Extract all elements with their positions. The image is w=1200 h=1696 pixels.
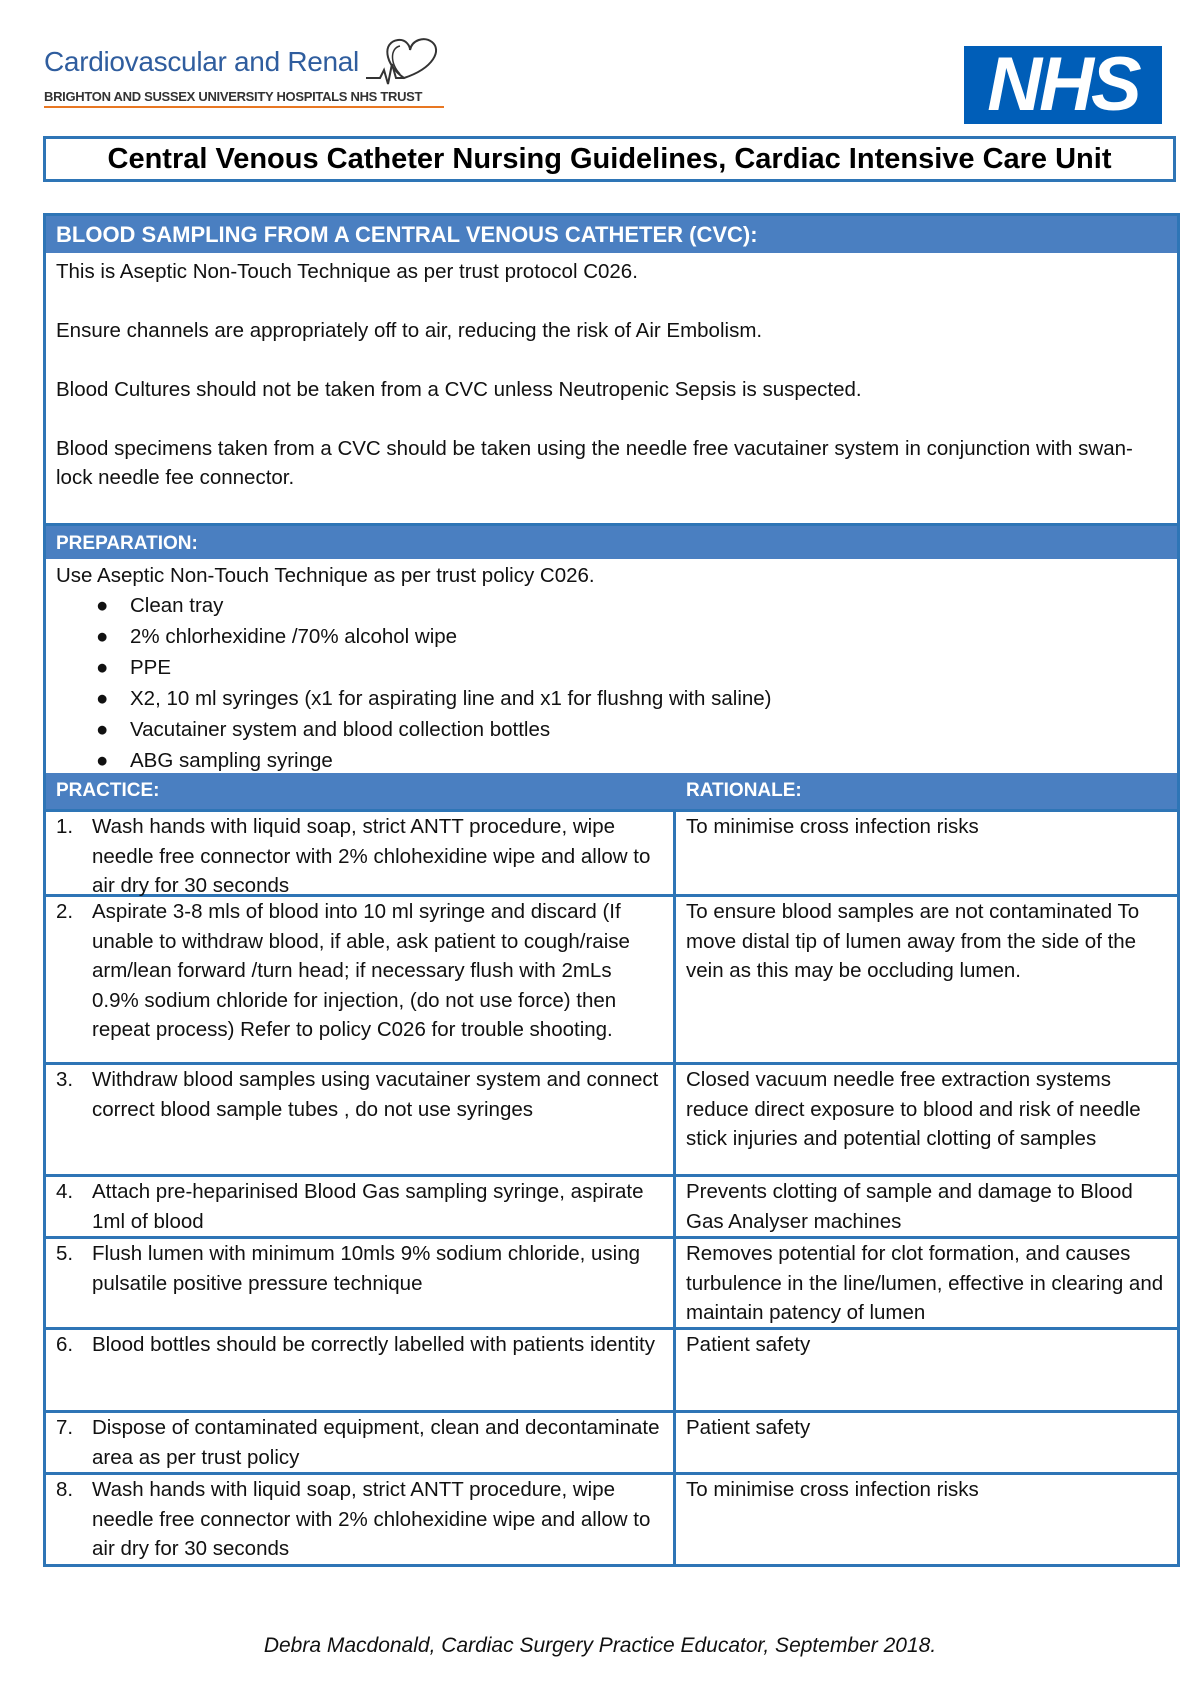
footer-author: Debra Macdonald, Cardiac Surgery Practice Educator, September 2018. [263, 1634, 937, 1657]
bullet-icon: ● [96, 687, 109, 710]
preparation-body [46, 559, 1177, 773]
list-item: ● Vacutainer system and blood collection bottles [56, 714, 1167, 745]
cvc-paragraph: Blood specimens taken from a CVC should be taken using the needle free vacutainer system in conjunction with swan-lock needle fee connector. [56, 437, 1133, 489]
preparation-heading: PREPARATION: [46, 523, 1177, 559]
rationale-cell: To minimise cross infection risks [686, 815, 979, 838]
list-item: ● PPE [56, 652, 1167, 683]
practice-cell [46, 897, 676, 1062]
practice-text: Aspirate 3-8 mls of blood into 10 ml syringe and discard (If unable to withdraw blood, if able, ask patient to cough/raise arm/lean forward /turn head; if necessary flush with 2mLs 0.9% sodium chloride for injection, (do not use force) then repeat process) Refer to policy C026 for trouble shooting. [92, 900, 630, 1041]
cvc-section-heading: BLOOD SAMPLING FROM A CENTRAL VENOUS CATHETER (CVC): [46, 216, 1177, 253]
table-row [46, 1174, 1177, 1236]
org-name: Cardiovascular and Renal [44, 46, 359, 77]
step-number: 8. [56, 1478, 74, 1501]
table-row [46, 1472, 1177, 1564]
step-number: 4. [56, 1180, 74, 1203]
step-number: 7. [56, 1416, 74, 1439]
org-subtitle: BRIGHTON AND SUSSEX UNIVERSITY HOSPITALS NHS TRUST [44, 89, 423, 104]
preparation-intro: Use Aseptic Non-Touch Technique as per trust policy C026. [56, 564, 595, 587]
table-row [46, 894, 1177, 1062]
practice-cell [46, 1065, 676, 1174]
table-row [46, 1410, 1177, 1472]
cvc-paragraph: This is Aseptic Non-Touch Technique as per trust protocol C026. [56, 260, 638, 283]
rationale-column-header: RATIONALE: [686, 780, 802, 801]
bullet-icon: ● [96, 656, 109, 679]
table-row [46, 1236, 1177, 1327]
step-number: 3. [56, 1068, 74, 1091]
practice-text: Withdraw blood samples using vacutainer system and connect correct blood sample tubes , do not use syringes [92, 1068, 659, 1121]
list-item: ● ABG sampling syringe [56, 745, 1167, 776]
nhs-logo: NHS [964, 46, 1162, 124]
guideline-table [43, 213, 1180, 1567]
preparation-list [56, 590, 1167, 776]
list-item: ● X2, 10 ml syringes (x1 for aspirating line and x1 for flushng with saline) [56, 683, 1167, 714]
practice-cell [46, 1330, 676, 1410]
cvc-paragraph: Ensure channels are appropriately off to air, reducing the risk of Air Embolism. [56, 319, 763, 342]
rationale-cell: Closed vacuum needle free extraction systems reduce direct exposure to blood and risk of needle stick injuries and potential clotting of samples [686, 1068, 1141, 1150]
bullet-icon: ● [96, 718, 109, 741]
heart-icon [364, 34, 444, 86]
rationale-cell: To ensure blood samples are not contaminated To move distal tip of lumen away from the side of the vein as this may be occluding lumen. [686, 900, 1140, 982]
bullet-icon: ● [96, 594, 109, 617]
step-number: 6. [56, 1333, 74, 1356]
practice-text: Attach pre-heparinised Blood Gas sampling syringe, aspirate 1ml of blood [92, 1180, 644, 1233]
table-row [46, 1062, 1177, 1174]
practice-text: Blood bottles should be correctly labelled with patients identity [92, 1333, 655, 1356]
rationale-cell: Patient safety [686, 1333, 811, 1356]
step-number: 1. [56, 815, 74, 838]
org-logo [44, 34, 444, 114]
practice-cell [46, 812, 676, 897]
bullet-icon: ● [96, 625, 109, 648]
practice-cell [46, 1239, 676, 1327]
bullet-icon: ● [96, 749, 109, 772]
table-row [46, 809, 1177, 897]
practice-text: Dispose of contaminated equipment, clean and decontaminate area as per trust policy [92, 1416, 660, 1469]
rationale-cell: Patient safety [686, 1416, 811, 1439]
page-title: Central Venous Catheter Nursing Guidelines, Cardiac Intensive Care Unit [43, 136, 1176, 182]
practice-column-header: PRACTICE: [56, 780, 160, 801]
cvc-section-body [46, 253, 1177, 523]
step-number: 5. [56, 1242, 74, 1265]
cvc-paragraph: Blood Cultures should not be taken from a CVC unless Neutropenic Sepsis is suspected. [56, 378, 862, 401]
list-item: ● Clean tray [56, 590, 1167, 621]
rationale-cell: Prevents clotting of sample and damage to Blood Gas Analyser machines [686, 1180, 1133, 1233]
practice-text: Wash hands with liquid soap, strict ANTT procedure, wipe needle free connector with 2% chlohexidine wipe and allow to air dry for 30 seconds [92, 815, 651, 897]
practice-text: Wash hands with liquid soap, strict ANTT procedure, wipe needle free connector with 2% chlohexidine wipe and allow to air dry for 30 seconds [92, 1478, 651, 1560]
step-number: 2. [56, 900, 74, 923]
list-item: ● 2% chlorhexidine /70% alcohol wipe [56, 621, 1167, 652]
practice-cell [46, 1177, 676, 1236]
practice-text: Flush lumen with minimum 10mls 9% sodium chloride, using pulsatile positive pressure technique [92, 1242, 641, 1295]
practice-cell [46, 1475, 676, 1564]
practice-cell [46, 1413, 676, 1472]
rationale-cell: Removes potential for clot formation, and causes turbulence in the line/lumen, effective in clearing and maintain patency of lumen [686, 1242, 1164, 1324]
table-row [46, 1327, 1177, 1410]
practice-header-row [46, 773, 1177, 809]
rationale-cell: To minimise cross infection risks [686, 1478, 979, 1501]
org-rule [44, 106, 444, 108]
